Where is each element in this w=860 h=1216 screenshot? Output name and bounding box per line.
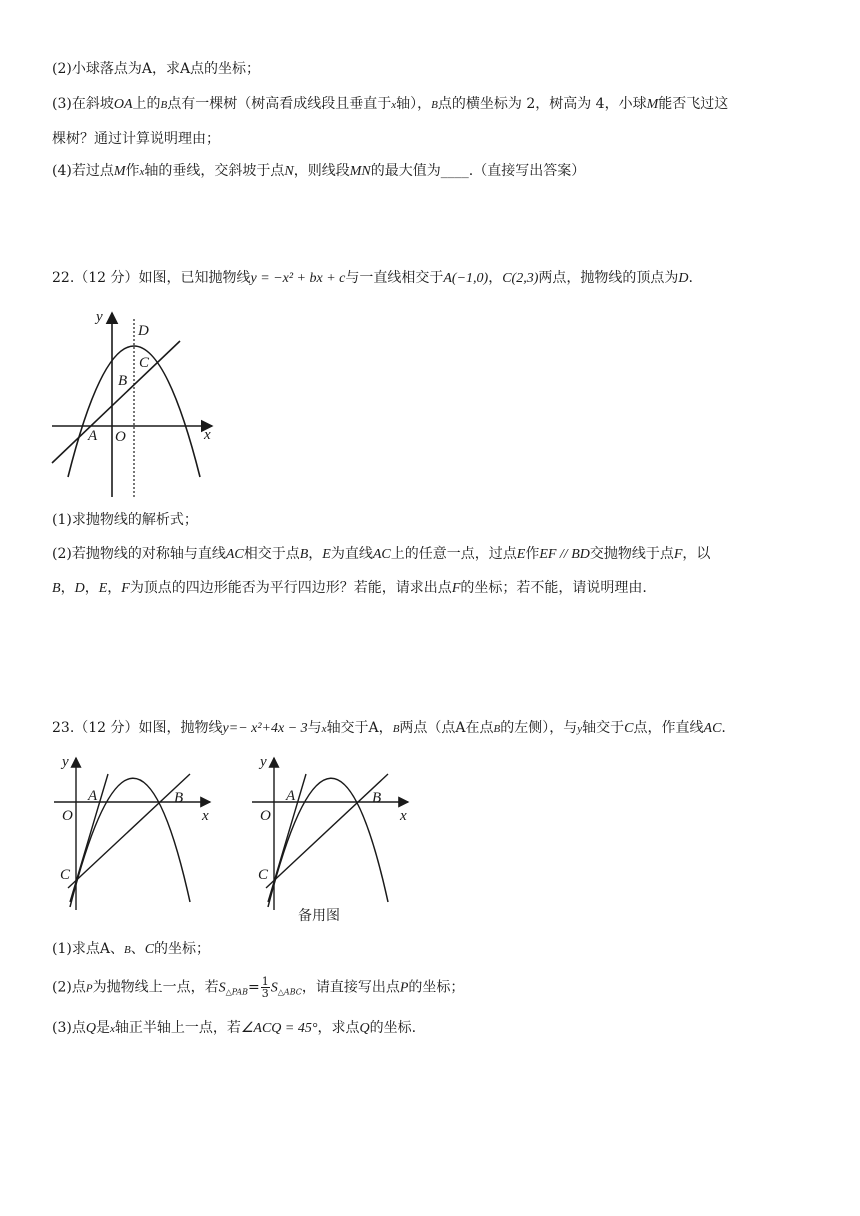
point-Q: Q	[359, 1021, 370, 1036]
text: 作	[525, 546, 540, 562]
label-O: O	[62, 808, 73, 824]
text: .	[721, 720, 726, 736]
text: 22.（12 分）如图，已知抛物线	[52, 270, 251, 286]
text: 为抛物线上一点，若	[92, 979, 219, 996]
var-x: x	[139, 166, 145, 178]
text: ，	[84, 580, 99, 596]
point-F: F	[673, 547, 683, 562]
text: 与	[307, 720, 322, 736]
label-y: y	[260, 754, 267, 770]
point-B: B	[123, 944, 131, 956]
text: 棵树？通过计算说明理由；	[52, 131, 220, 147]
denominator: 3	[261, 987, 269, 1000]
point-B: B	[299, 547, 309, 562]
point-C: C	[144, 942, 155, 957]
spare-figure-caption: 备用图	[298, 907, 340, 923]
point-C: C	[624, 721, 634, 736]
text: .	[688, 270, 693, 286]
text: (1)求抛物线的解析式；	[52, 512, 198, 528]
equals-sign: =	[248, 979, 260, 996]
line-CB	[266, 774, 388, 888]
text: ，请直接写出点	[301, 979, 400, 996]
q22-figure	[50, 305, 220, 500]
text: ，	[107, 580, 122, 596]
area-symbol: S	[218, 980, 226, 996]
label-C: C	[139, 355, 150, 371]
var-x: x	[109, 1023, 115, 1035]
var-x: x	[391, 99, 397, 111]
point-F: F	[121, 581, 130, 596]
text: 、	[130, 941, 145, 957]
label-C: C	[60, 867, 71, 883]
label-x: x	[204, 427, 211, 443]
text: 的坐标.	[369, 1020, 417, 1036]
angle-ACQ: ∠ACQ = 45°	[240, 1021, 318, 1036]
area-symbol: S	[270, 980, 278, 996]
point-E: E	[322, 547, 331, 562]
parallel-EF-BD: EF // BD	[539, 547, 590, 562]
label-x: x	[202, 808, 209, 824]
text: 两点，抛物线的顶点为	[538, 270, 679, 286]
segment-MN: MN	[349, 164, 371, 179]
text: 23.（12 分）如图，抛物线	[52, 720, 223, 736]
point-F: F	[451, 581, 461, 596]
q22-part1	[52, 510, 198, 530]
text: 上的任意一点，过点	[390, 546, 517, 562]
point-N: N	[284, 164, 294, 179]
text: 作	[125, 163, 140, 179]
text: (1)求点A、	[52, 941, 124, 957]
point-Q: Q	[85, 1021, 96, 1036]
text: ，以	[682, 546, 711, 562]
point-M: M	[646, 97, 659, 112]
q22-part2-line1	[52, 544, 710, 565]
text: 交抛物线于点	[589, 546, 674, 562]
text: 轴的垂线，交斜坡于点	[144, 163, 285, 179]
text: 轴），	[396, 96, 432, 112]
point-B: B	[52, 581, 61, 596]
label-y: y	[62, 754, 69, 770]
numerator: 1	[261, 975, 269, 988]
text: 的坐标；若不能，请说明理由.	[460, 580, 647, 596]
line-AC: AC	[372, 547, 391, 562]
text: 上的	[132, 96, 161, 112]
q21-part2-text: (2)小球落点为A，求A点的坐标；	[52, 61, 261, 77]
q21-part2	[52, 59, 260, 79]
q22-heading	[52, 268, 693, 289]
label-B: B	[118, 373, 128, 389]
label-C: C	[258, 867, 269, 883]
text: ，则线段	[293, 163, 350, 179]
point-M: M	[113, 164, 126, 179]
var-y: y	[577, 723, 583, 735]
label-O: O	[115, 429, 126, 445]
label-A: A	[88, 428, 98, 444]
text: 轴交于A，	[326, 720, 393, 736]
text: 的坐标；	[154, 941, 211, 957]
q23-figure-spare	[248, 752, 418, 912]
q21-part4	[52, 161, 585, 182]
var-x: x	[321, 723, 327, 735]
text: 相交于点	[243, 546, 300, 562]
point-B: B	[160, 99, 168, 111]
area-subscript: △PAB	[225, 987, 249, 997]
text: 点有一棵树（树高看成线段且垂直于	[167, 96, 392, 112]
line-AC: AC	[703, 721, 722, 736]
line-CB	[68, 774, 190, 888]
text: 轴交于	[582, 720, 625, 736]
label-O: O	[260, 808, 271, 824]
text: ，求点	[317, 1020, 360, 1036]
text: 为顶点的四边形能否为平行四边形？若能，请求出点	[129, 580, 452, 596]
text: 点，作直线	[633, 720, 704, 736]
q22-part2-line2	[52, 578, 647, 599]
label-x: x	[400, 808, 407, 824]
label-D: D	[138, 323, 149, 339]
q23-part3	[52, 1018, 416, 1039]
label-B: B	[174, 790, 184, 806]
label-B: B	[372, 790, 382, 806]
q23-figure-main	[50, 752, 220, 912]
text: (2)点	[52, 979, 86, 996]
label-y: y	[96, 309, 103, 325]
text: (4)若过点	[52, 163, 114, 179]
text: 能否飞过这	[658, 96, 729, 112]
point-D: D	[678, 271, 689, 286]
label-A: A	[88, 788, 98, 804]
text: (2)若抛物线的对称轴与直线	[52, 546, 226, 562]
text: ，	[308, 546, 323, 562]
label-A: A	[286, 788, 296, 804]
text: 点的横坐标为 2，树高为 4，小球	[437, 96, 647, 112]
text: 是	[95, 1020, 110, 1036]
point-B: B	[431, 99, 438, 111]
text: 轴正半轴上一点，若	[114, 1020, 241, 1036]
segment-OA: OA	[113, 97, 133, 112]
text: ，	[60, 580, 75, 596]
text: 与一直线相交于	[345, 270, 444, 286]
text: 的左侧），与	[500, 720, 578, 736]
fraction-one-third	[261, 976, 270, 999]
text: (3)点	[52, 1020, 86, 1036]
point-E: E	[98, 581, 108, 596]
point-C: C(2,3)	[502, 271, 539, 286]
point-A: A(−1,0)	[443, 271, 489, 286]
equation: y=− x²+4x − 3	[222, 721, 308, 736]
text: 的坐标；	[408, 979, 465, 996]
point-B: B	[493, 723, 501, 735]
q23-part2	[52, 976, 464, 1003]
point-P: P	[85, 982, 93, 995]
q23-heading	[52, 718, 726, 739]
point-P: P	[399, 980, 409, 996]
text: ，	[488, 270, 503, 286]
line-AC: AC	[225, 547, 244, 562]
q21-part3-line2	[52, 129, 220, 149]
point-B: B	[392, 723, 400, 735]
text: 为直线	[330, 546, 373, 562]
q23-part1	[52, 939, 210, 960]
text: 两点（点A在点	[399, 720, 494, 736]
equation: y = −x² + bx + c	[250, 271, 346, 286]
q21-part3-line1	[52, 94, 728, 115]
area-subscript: △ABC	[277, 987, 302, 997]
text: 的最大值为____.（直接写出答案）	[370, 163, 586, 179]
point-D: D	[74, 581, 85, 596]
text: (3)在斜坡	[52, 96, 114, 112]
point-E: E	[516, 547, 526, 562]
